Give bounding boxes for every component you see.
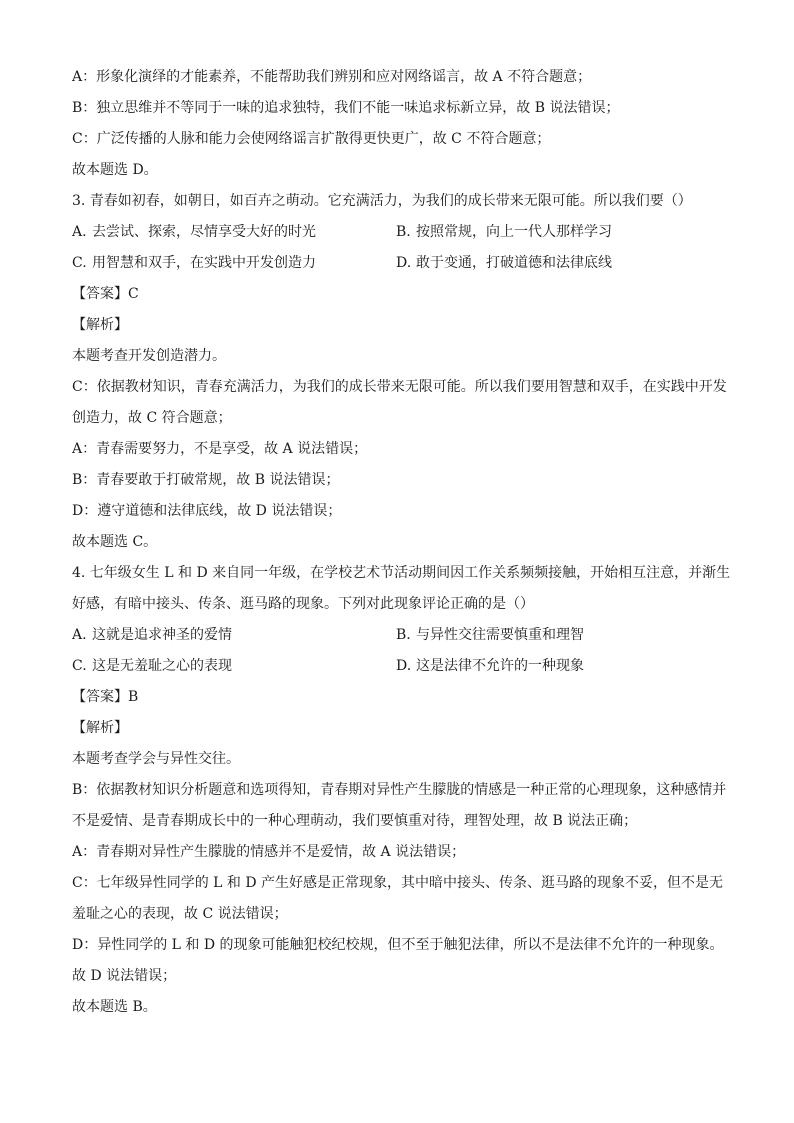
option-a bbox=[72, 620, 396, 651]
option-row bbox=[72, 651, 732, 682]
analysis-line: C：广泛传播的人脉和能力会使网络谣言扩散得更快更广，故 C 不符合题意； bbox=[72, 131, 551, 147]
conclusion-line: 故本题选 D。 bbox=[72, 162, 158, 178]
option-text: 这就是追求神圣的爱情 bbox=[92, 627, 232, 643]
option-key: D. bbox=[396, 658, 412, 674]
analysis-line: 本题考查学会与异性交往。 bbox=[72, 751, 240, 767]
answer-label: 【答案】B bbox=[72, 689, 139, 705]
analysis-line: C：依据教材知识，青春充满活力，为我们的成长带来无限可能。所以我们要用智慧和双手，在实践中开发 bbox=[72, 379, 727, 395]
analysis-line: 羞耻之心的表现，故 C 说法错误； bbox=[72, 906, 288, 922]
option-key: B. bbox=[396, 627, 411, 643]
analysis-line: 故 D 说法错误； bbox=[72, 968, 177, 984]
analysis-line: 不是爱情、是青春期成长中的一种心理萌动，我们要慎重对待，理智处理，故 B 说法正确； bbox=[72, 813, 638, 829]
question-stem: 好感，有暗中接头、传条、逛马路的现象。下列对此现象评论正确的是（） bbox=[72, 596, 534, 612]
analysis-line: B：独立思维并不等同于一味的追求独特，我们不能一味追求标新立异，故 B 说法错误； bbox=[72, 100, 620, 116]
question-stem: 4. 七年级女生 L 和 D 来自同一年级，在学校艺术节活动期间因工作关系频频接触，开始相互注意，并渐生 bbox=[72, 565, 731, 581]
option-key: C. bbox=[72, 658, 87, 674]
option-row bbox=[72, 217, 732, 248]
document-page bbox=[72, 62, 732, 1023]
option-key: A. bbox=[72, 627, 87, 643]
option-key: B. bbox=[396, 224, 411, 240]
question-stem: 3. 青春如初春，如朝日，如百卉之萌动。它充满活力，为我们的成长带来无限可能。所以我们要（） bbox=[72, 193, 692, 209]
option-row bbox=[72, 248, 732, 279]
analysis-line: D：异性同学的 L 和 D 的现象可能触犯校纪校规，但不至于触犯法律，所以不是法律不允许的一种现象。 bbox=[72, 937, 724, 953]
option-key: C. bbox=[72, 255, 87, 271]
option-text: 这是法律不允许的一种现象 bbox=[416, 658, 584, 674]
analysis-label: 【解析】 bbox=[72, 720, 128, 736]
analysis-line: 本题考查开发创造潜力。 bbox=[72, 348, 226, 364]
question-3 bbox=[72, 186, 732, 558]
analysis-label: 【解析】 bbox=[72, 317, 128, 333]
conclusion-line: 故本题选 B。 bbox=[72, 999, 157, 1015]
option-c bbox=[72, 651, 396, 682]
option-key: D. bbox=[396, 255, 412, 271]
option-b bbox=[396, 217, 720, 248]
option-text: 按照常规，向上一代人那样学习 bbox=[416, 224, 612, 240]
analysis-line: A：青春期对异性产生朦胧的情感并不是爱情，故 A 说法错误； bbox=[72, 844, 466, 860]
analysis-line: A：青春需要努力，不是享受，故 A 说法错误； bbox=[72, 441, 368, 457]
option-c bbox=[72, 248, 396, 279]
answer-label: 【答案】C bbox=[72, 286, 139, 302]
question-4 bbox=[72, 558, 732, 1023]
analysis-line: D：遵守道德和法律底线，故 D 说法错误； bbox=[72, 503, 342, 519]
option-key: A. bbox=[72, 224, 87, 240]
option-text: 敢于变通，打破道德和法律底线 bbox=[416, 255, 612, 271]
analysis-line: C：七年级异性同学的 L 和 D 产生好感是正常现象，其中暗中接头、传条、逛马路的现象不妥，但不是无 bbox=[72, 875, 724, 891]
option-text: 用智慧和双手，在实践中开发创造力 bbox=[92, 255, 316, 271]
analysis-line: B：依据教材知识分析题意和选项得知，青春期对异性产生朦胧的情感是一种正常的心理现象，这种感情并 bbox=[72, 782, 727, 798]
option-text: 这是无羞耻之心的表现 bbox=[92, 658, 232, 674]
prev-analysis-block bbox=[72, 62, 732, 186]
analysis-line: A：形象化演绎的才能素养，不能帮助我们辨别和应对网络谣言，故 A 不符合题意； bbox=[72, 69, 592, 85]
option-row bbox=[72, 620, 732, 651]
option-text: 去尝试、探索，尽情享受大好的时光 bbox=[92, 224, 316, 240]
option-a bbox=[72, 217, 396, 248]
option-b bbox=[396, 620, 720, 651]
conclusion-line: 故本题选 C。 bbox=[72, 534, 158, 550]
option-text: 与异性交往需要慎重和理智 bbox=[416, 627, 584, 643]
analysis-line: B：青春要敢于打破常规，故 B 说法错误； bbox=[72, 472, 340, 488]
analysis-line: 创造力，故 C 符合题意； bbox=[72, 410, 232, 426]
option-d bbox=[396, 248, 720, 279]
option-d bbox=[396, 651, 720, 682]
